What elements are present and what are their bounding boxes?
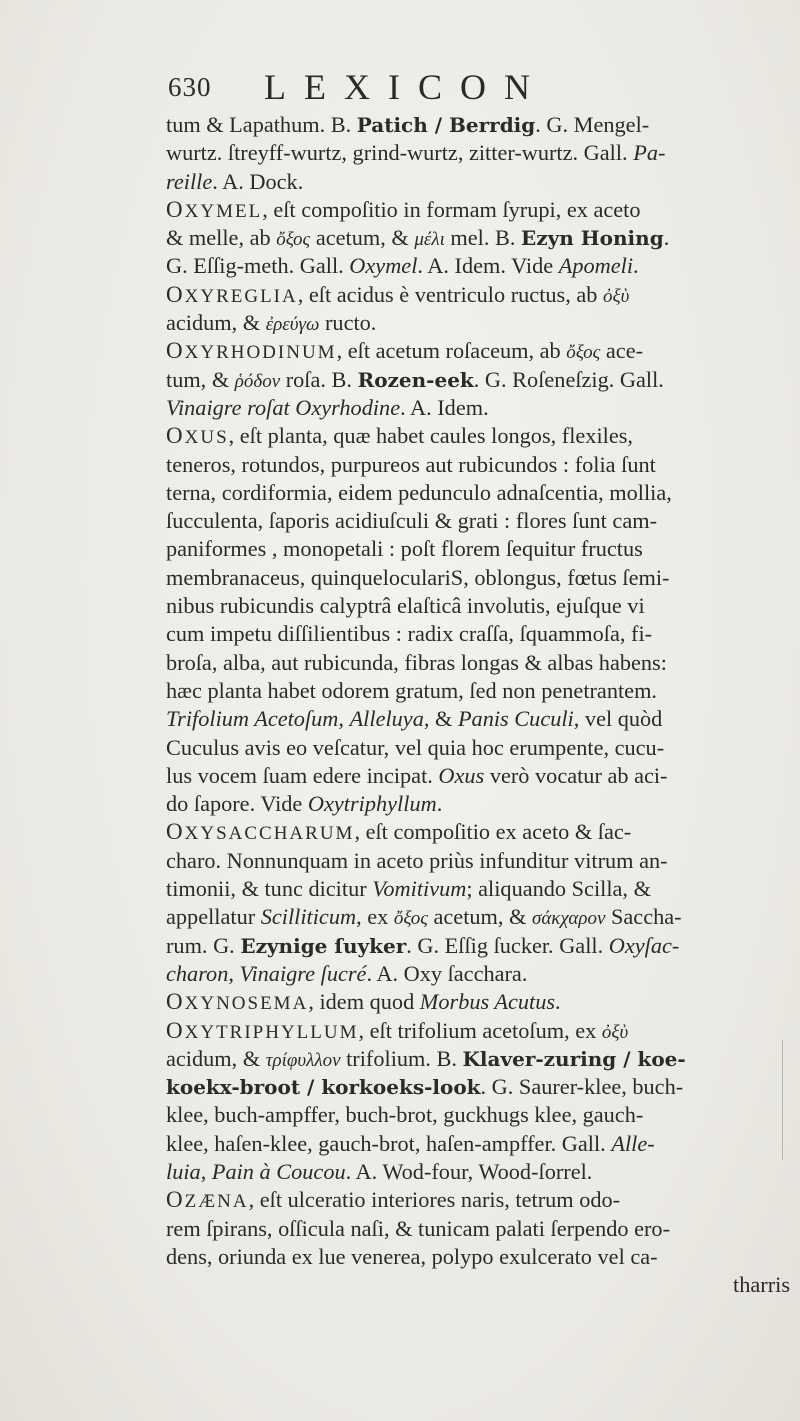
text-run: Oxytriphyllum	[307, 791, 437, 817]
text-run: rum. G.	[166, 932, 241, 958]
text-run: .	[633, 253, 639, 279]
text-run: .	[555, 989, 561, 1015]
text-run: acidum, &	[166, 310, 266, 336]
text-line	[166, 281, 790, 309]
text-run: Alle-	[611, 1130, 655, 1156]
text-run: & melle, ab	[166, 225, 277, 251]
text-run: Panis Cuculi	[457, 706, 574, 732]
text-run: σάκχαρον	[531, 908, 606, 930]
text-line	[166, 620, 790, 648]
text-line	[166, 196, 790, 224]
text-run: Patich / Berrdig	[356, 113, 536, 137]
text-run: . A. Wod-four, Wood-ſorrel.	[345, 1158, 593, 1184]
text-run: hæc planta habet odorem gratum, ſed non penetrantem.	[166, 677, 657, 703]
headword: XYSACCHARUM	[184, 823, 355, 845]
text-line	[166, 847, 790, 875]
text-run: tharris	[733, 1272, 790, 1298]
text-run: μέλι	[414, 229, 445, 251]
text-run: , eſt trifolium acetoſum, ex	[358, 1017, 602, 1043]
text-line	[166, 1186, 790, 1214]
text-run: Ezyn Honing	[521, 226, 664, 251]
text-run: terna, cordiformia, eidem pedunculo adnaſcentia, mollia,	[166, 479, 672, 505]
text-line	[166, 1017, 790, 1045]
text-run: ructo.	[319, 310, 377, 336]
text-line	[166, 1101, 790, 1129]
text-run: koekx-broot / korkoeks-look	[166, 1075, 481, 1100]
text-line	[166, 677, 790, 705]
text-run: cum impetu diſſilientibus : radix craſſa, ſquammoſa, fi-	[166, 621, 653, 647]
text-line	[166, 507, 790, 535]
text-line	[166, 139, 790, 167]
text-run: Alleluya	[349, 706, 424, 732]
headword: XYTRIPHYLLUM	[184, 1021, 359, 1043]
text-run: ,	[200, 1158, 212, 1184]
text-run: , eſt acidus è ventriculo ructus, ab	[297, 281, 603, 307]
text-run: charon	[166, 960, 229, 986]
text-line	[166, 1045, 790, 1073]
text-run: timonii, & tunc dicitur	[166, 876, 373, 902]
text-run: Vomitivum	[372, 876, 467, 902]
text-run: Oxymel	[349, 253, 418, 279]
text-line	[166, 592, 790, 620]
text-line	[166, 1243, 790, 1271]
headword: XYREGLIA	[184, 285, 298, 307]
text-run: Saccha-	[605, 904, 682, 930]
text-line	[166, 479, 790, 507]
text-run: . G. Roſeneſzig. Gall.	[473, 366, 664, 392]
text-line	[166, 734, 790, 762]
text-run: paniformes , monopetali : poſt florem ſequitur fructus	[166, 536, 643, 562]
text-run: Vinaigre roſat Oxyrhodine	[166, 394, 401, 420]
text-line	[166, 366, 790, 394]
text-run: Pain à Coucou	[211, 1158, 346, 1184]
text-run: luia	[166, 1158, 201, 1184]
text-run: Pa-	[633, 140, 666, 166]
text-run: acetum, &	[310, 225, 415, 251]
text-run: membranaceus, quinqueloculariS, oblongus, fœtus ſemi-	[166, 564, 670, 590]
text-line	[166, 1271, 790, 1299]
text-run: reille	[166, 168, 213, 194]
headword-initial: O	[166, 338, 185, 364]
text-run: .	[436, 791, 443, 817]
text-run: , eſt compoſitio in formam ſyrupi, ex aceto	[262, 196, 641, 222]
headword: XYRHODINUM	[184, 342, 337, 364]
text-run: appellatur	[166, 904, 261, 930]
text-run: klee, haſen-klee, gauch-brot, haſen-ampffer. Gall.	[166, 1130, 612, 1156]
text-run: , eſt acetum roſaceum, ab	[336, 338, 567, 364]
text-run: rem ſpirans, oſſicula naſi, & tunicam palati ſerpendo ero-	[166, 1215, 670, 1241]
text-run: tum & Lapathum. B.	[166, 112, 357, 137]
text-line	[166, 535, 790, 563]
text-run: G. Eſſig-meth. Gall.	[166, 253, 350, 279]
text-line	[166, 649, 790, 677]
text-run: trifolium. B.	[340, 1045, 463, 1071]
text-run: dens, oriunda ex lue venerea, polypo exulcerato vel ca-	[166, 1243, 658, 1269]
headword-initial: O	[166, 281, 185, 307]
text-run: , &	[423, 706, 458, 732]
text-line	[166, 337, 790, 365]
text-run: ὀξὺ	[602, 285, 630, 307]
headword-initial: O	[166, 1017, 185, 1043]
text-run: Ezynige ſuyker	[240, 933, 407, 958]
text-run: roſa. B.	[280, 366, 358, 392]
text-run: ,	[228, 960, 240, 986]
text-line	[166, 903, 790, 931]
text-run: .	[663, 225, 670, 251]
text-run: lus vocem ſuam edere incipat.	[166, 762, 439, 788]
text-run: Morbus Acutus	[419, 989, 556, 1015]
text-run: acidum, &	[166, 1045, 266, 1071]
text-run: ἐρεύγω	[265, 314, 320, 336]
text-run: ῥόδον	[234, 370, 281, 392]
text-run: teneros, rotundos, purpureos aut rubicundos : folia ſunt	[166, 451, 656, 477]
text-line	[166, 309, 790, 337]
text-run: . G. Eſſig ſucker. Gall.	[406, 932, 609, 958]
text-line	[166, 818, 790, 846]
text-run: . A. Oxy ſacchara.	[366, 960, 528, 986]
text-line	[166, 1073, 790, 1101]
page-header	[168, 66, 788, 110]
text-line	[166, 1130, 790, 1158]
text-run: . A. Idem.	[400, 394, 489, 420]
text-run: Klaver-zuring / koe-	[462, 1046, 686, 1071]
text-run: . G. Saurer-klee, buch-	[480, 1074, 684, 1100]
text-line	[166, 224, 790, 252]
text-run: . G. Mengel-	[535, 112, 650, 137]
text-run: acetum, &	[427, 904, 532, 930]
text-run: Cuculus avis eo veſcatur, vel quia hoc erumpente, cucu-	[166, 734, 665, 760]
text-run: tum, &	[166, 366, 235, 392]
text-line	[166, 875, 790, 903]
text-run: ; aliquando Scilla, &	[466, 876, 651, 902]
text-run: mel. B.	[444, 225, 522, 251]
text-run: Scilliticum	[260, 904, 357, 930]
text-line	[166, 394, 790, 422]
text-run: , eſt planta, quæ habet caules longos, flexiles,	[228, 423, 633, 449]
text-run: , ex	[356, 904, 394, 930]
text-run: Apomeli	[558, 253, 634, 279]
text-line	[166, 111, 790, 139]
text-line	[166, 705, 790, 733]
text-run: Rozen-eek	[357, 367, 474, 392]
text-run: ὀξὺ	[601, 1021, 629, 1043]
text-run: , idem quod	[308, 989, 420, 1015]
text-run: . A. Idem. Vide	[417, 253, 559, 279]
text-line	[166, 960, 790, 988]
running-title: LEXICON	[264, 67, 548, 107]
page-edge-mark	[782, 1040, 783, 1160]
text-run: broſa, alba, aut rubicunda, fibras longas & albas habens:	[166, 649, 667, 675]
dictionary-text	[166, 111, 790, 1299]
text-line	[166, 564, 790, 592]
text-run: ſucculenta, ſaporis acidiuſculi & grati : flores ſunt cam-	[166, 508, 657, 534]
headword: XYMEL	[184, 200, 263, 222]
text-run: Vinaigre ſucré	[239, 960, 367, 986]
text-line	[166, 1215, 790, 1243]
text-line	[166, 451, 790, 479]
text-run: wurtz. ſtreyff-wurtz, grind-wurtz, zitter-wurtz. Gall.	[166, 140, 634, 166]
text-line	[166, 932, 790, 960]
text-run: do ſapore. Vide	[166, 791, 308, 817]
text-line	[166, 168, 790, 196]
text-run: Oxyſac-	[608, 932, 680, 958]
text-line	[166, 422, 790, 450]
text-run: τρίφυλλον	[265, 1049, 341, 1071]
text-run: Trifolium Acetoſum	[166, 706, 339, 732]
text-run: ὄξος	[393, 908, 428, 930]
text-run: ὄξος	[276, 229, 311, 251]
text-line	[166, 1158, 790, 1186]
text-line	[166, 762, 790, 790]
headword-initial: O	[166, 989, 185, 1015]
text-run: , eſt ulceratio interiores naris, tetrum odo-	[248, 1187, 621, 1213]
text-run: klee, buch-ampffer, buch-brot, guckhugs klee, gauch-	[166, 1102, 644, 1128]
headword: XYNOSEMA	[184, 993, 309, 1015]
text-line	[166, 988, 790, 1016]
headword-initial: O	[166, 423, 185, 449]
headword-initial: O	[166, 819, 185, 845]
text-run: Oxus	[438, 762, 485, 788]
text-run: charo. Nonnunquam in aceto priùs infunditur vitrum an-	[166, 847, 668, 873]
headword-initial: O	[166, 1187, 185, 1213]
headword-initial: O	[166, 196, 185, 222]
text-line	[166, 252, 790, 280]
headword: XUS	[184, 427, 229, 449]
text-run: , vel quòd	[573, 706, 663, 732]
text-run: . A. Dock.	[212, 168, 304, 194]
text-run: verò vocatur ab aci-	[484, 762, 668, 788]
text-run: nibus rubicundis calyptrâ elaſticâ involutis, ejuſque vi	[166, 593, 645, 619]
page-number: 630	[168, 72, 212, 102]
text-run: ,	[338, 706, 350, 732]
text-run: , eſt compoſitio ex aceto & ſac-	[354, 819, 632, 845]
headword: ZÆNA	[184, 1191, 249, 1213]
text-line	[166, 790, 790, 818]
text-run: ὄξος	[566, 342, 601, 364]
text-run: ace-	[600, 338, 644, 364]
